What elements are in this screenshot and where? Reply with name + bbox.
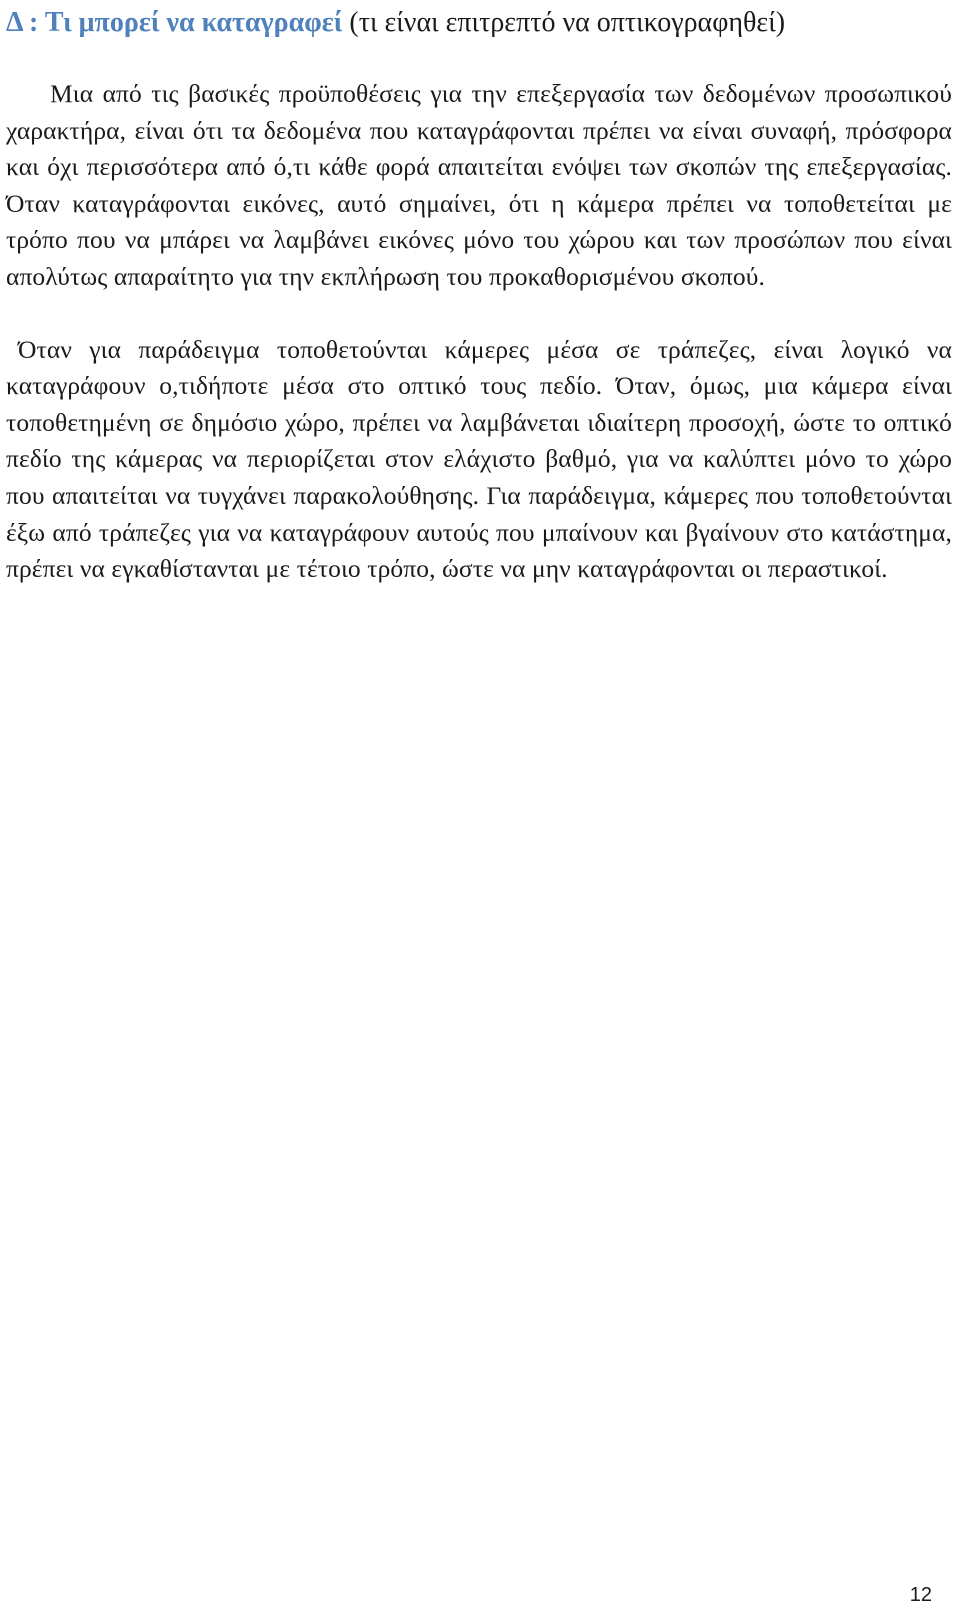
page-number: 12 <box>909 1584 932 1606</box>
section-heading-subtitle: (τι είναι επιτρεπτό να οπτικογραφηθεί) <box>342 7 786 38</box>
section-heading <box>6 0 952 42</box>
paragraph-bank-cameras-example: Όταν για παράδειγμα τοποθετούνται κάμερες μέσα σε τράπεζες, είναι λογικό να καταγράφουν ο,τιδήποτε μέσα στο οπτικό τους πεδίο. Όταν, όμως, μια κάμερα είναι τοποθετημένη σε δημόσιο χώρο, πρέπει να λαμβάνεται ιδιαίτερη προσοχή, ώστε το οπτικό πεδίο της κάμερας να περιορίζεται στον ελάχιστο βαθμό, για να καλύπτει μόνο το χώρο που απαιτείται να τυγχάνει παρακολούθησης. Για παράδειγμα, κάμερες που τοποθετούνται έξω από τράπεζες για να καταγράφουν αυτούς που μπαίνουν και βγαίνουν στο κατάστημα, πρέπει να εγκαθίστανται με τέτοιο τρόπο, ώστε να μην καταγράφονται οι περαστικοί. <box>6 334 952 584</box>
document-page <box>6 0 952 588</box>
paragraph-relevance-principle: Μια από τις βασικές προϋποθέσεις για την επεξεργασία των δεδομένων προσωπικού χαρακτήρα, είναι ότι τα δεδομένα που καταγράφονται πρέπει να είναι συναφή, πρόσφορα και όχι περισσότερα από ό,τι κάθε φορά απαιτείται ενόψει των σκοπών της επεξεργασίας. Όταν καταγράφονται εικόνες, αυτό σημαίνει, ότι η κάμερα πρέπει να τοποθετείται με τρόπο που να μπάρει να λαμβάνει εικόνες μόνο του χώρου και των προσώπων που είναι απολύτως απαραίτητο για την εκπλήρωση του προκαθορισμένου σκοπού. <box>6 79 952 291</box>
section-heading-title: Δ : Τι μπορεί να καταγραφεί <box>6 7 343 38</box>
